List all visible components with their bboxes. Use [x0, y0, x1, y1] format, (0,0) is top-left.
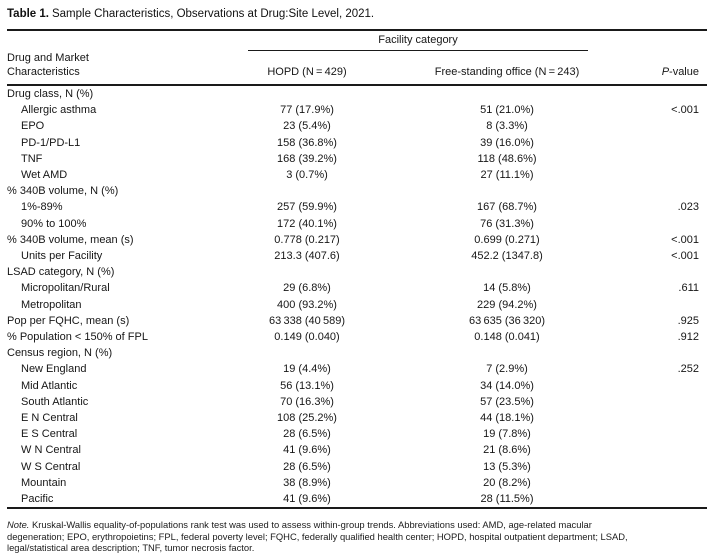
table-row: [7, 118, 707, 134]
note-text: Kruskal-Wallis equality-of-populations rank test was used to assess within-group trends. Abbreviations used: AMD, age-related macular degeneration; EPO, erythropoietins; FPL, federal poverty level; FQHC, federally qualified health center; HOPD, hospital outpatient department; LSAD, legal/statistical area description; TNF, tumor necrosis factor.: [7, 519, 628, 554]
office-value: 118 (48.6%): [477, 152, 537, 165]
p-value: .611: [678, 282, 699, 295]
hopd-value: 70 (16.3%): [280, 395, 334, 408]
row-label: W N Central: [21, 444, 81, 457]
hopd-value: 3 (0.7%): [286, 169, 328, 182]
p-value: [637, 183, 707, 199]
table-row: [7, 102, 707, 118]
pvalue-p-italic: P: [661, 66, 670, 78]
p-value: [637, 426, 707, 442]
hopd-value: 41 (9.6%): [283, 444, 331, 457]
hopd-value: 400 (93.2%): [277, 298, 337, 311]
table-header: [7, 30, 707, 85]
row-label: EPO: [21, 120, 45, 133]
row-label: E N Central: [21, 412, 78, 425]
row-label: Mountain: [21, 476, 67, 489]
column-header-hopd: HOPD (N = 429): [267, 66, 347, 78]
row-label: PD-1/PD-L1: [21, 136, 81, 149]
p-value: [637, 167, 707, 183]
table-row: [7, 345, 707, 361]
p-value: [637, 459, 707, 475]
hopd-value: 213.3 (407.6): [274, 250, 340, 263]
row-label: E S Central: [21, 428, 78, 441]
table-row: [7, 394, 707, 410]
row-label: Pacific: [21, 493, 54, 506]
column-header-pvalue: [637, 54, 707, 85]
office-value: 27 (11.1%): [480, 169, 534, 182]
office-value: [377, 264, 637, 280]
row-label: TNF: [21, 152, 43, 165]
row-label: Wet AMD: [21, 169, 68, 182]
row-label: Pop per FQHC, mean (s): [7, 314, 130, 327]
row-header-cell: [7, 30, 237, 85]
footnote: [7, 519, 707, 554]
table-caption: Sample Characteristics, Observations at Drug:Site Level, 2021.: [51, 8, 375, 20]
row-label: Drug class, N (%): [7, 88, 94, 100]
office-value: 51 (21.0%): [480, 104, 534, 117]
p-value: <.001: [671, 233, 699, 246]
office-value: 167 (68.7%): [477, 201, 537, 214]
table-row: [7, 199, 707, 215]
table-row: [7, 442, 707, 458]
hopd-value: 29 (6.8%): [283, 282, 331, 295]
table-row: [7, 167, 707, 183]
office-value: 19 (7.8%): [483, 428, 531, 441]
row-label: 1%-89%: [21, 201, 63, 214]
hopd-value: 28 (6.5%): [283, 428, 331, 441]
row-header-line2: Characteristics: [7, 65, 80, 78]
office-value: 14 (5.8%): [483, 282, 531, 295]
table-row: [7, 151, 707, 167]
office-value: 8 (3.3%): [486, 120, 528, 133]
table-number: Table 1.: [7, 8, 49, 20]
p-value: .912: [677, 331, 699, 344]
p-value: [637, 216, 707, 232]
office-value: 57 (23.5%): [480, 395, 534, 408]
row-label: Micropolitan/Rural: [21, 282, 110, 295]
sample-characteristics-table: [7, 29, 707, 509]
hopd-value: [237, 345, 377, 361]
p-value: .925: [677, 314, 699, 327]
p-value: [637, 264, 707, 280]
office-value: 13 (5.3%): [483, 460, 531, 473]
p-value: <.001: [671, 104, 699, 117]
office-value: 44 (18.1%): [480, 412, 534, 425]
row-label: % Population < 150% of FPL: [7, 331, 148, 344]
hopd-value: [237, 183, 377, 199]
office-value: 7 (2.9%): [486, 363, 528, 376]
column-header-office: Free-standing office (N = 243): [434, 66, 580, 78]
office-value: 76 (31.3%): [480, 217, 534, 230]
row-label: Census region, N (%): [7, 347, 113, 360]
office-value: 452.2 (1347.8): [471, 250, 543, 263]
table-row: [7, 135, 707, 151]
office-value: [377, 345, 637, 361]
p-value: [637, 442, 707, 458]
table-row: [7, 410, 707, 426]
p-value: [637, 297, 707, 313]
hopd-value: 19 (4.4%): [283, 363, 331, 376]
hopd-value: 63 338 (40 589): [269, 314, 345, 327]
p-value: [637, 151, 707, 167]
table-row: [7, 378, 707, 394]
row-label: Allergic asthma: [21, 104, 97, 117]
office-value: 0.699 (0.271): [474, 233, 540, 246]
table-row: [7, 491, 707, 508]
table-row: [7, 85, 707, 102]
table-row: [7, 361, 707, 377]
table-row: [7, 183, 707, 199]
row-label: New England: [21, 363, 87, 376]
p-value: [637, 85, 707, 102]
hopd-value: 0.149 (0.040): [274, 331, 340, 344]
hopd-value: 56 (13.1%): [280, 379, 334, 392]
row-label: South Atlantic: [21, 395, 89, 408]
table-row: [7, 297, 707, 313]
pvalue-rest: -value: [669, 66, 699, 78]
table-row: [7, 313, 707, 329]
hopd-value: [237, 85, 377, 102]
hopd-value: 168 (39.2%): [277, 152, 337, 165]
p-value: [637, 394, 707, 410]
hopd-value: 172 (40.1%): [277, 217, 337, 230]
p-value: .023: [677, 201, 699, 214]
p-value: [637, 118, 707, 134]
hopd-value: 41 (9.6%): [283, 493, 331, 506]
table-row: [7, 216, 707, 232]
row-label: Mid Atlantic: [21, 379, 78, 392]
office-value: [377, 85, 637, 102]
hopd-value: 158 (36.8%): [277, 136, 337, 149]
spacer-cell: [637, 30, 707, 54]
p-value: [637, 410, 707, 426]
office-value: 39 (16.0%): [480, 136, 534, 149]
p-value: [637, 491, 707, 508]
table-row: [7, 248, 707, 264]
p-value: [637, 475, 707, 491]
hopd-value: 38 (8.9%): [283, 476, 331, 489]
table-row: [7, 280, 707, 296]
facility-category-label: Facility category: [378, 34, 458, 46]
office-value: 0.148 (0.041): [474, 331, 540, 344]
row-label: % 340B volume, mean (s): [7, 233, 134, 246]
table-row: [7, 459, 707, 475]
office-value: 20 (8.2%): [483, 476, 531, 489]
hopd-value: 257 (59.9%): [277, 201, 337, 214]
table-row: [7, 426, 707, 442]
facility-spanner-rule: [248, 34, 588, 51]
note-label: Note.: [7, 519, 30, 531]
office-value: 21 (8.6%): [483, 444, 531, 457]
row-label: % 340B volume, N (%): [7, 185, 119, 198]
office-value: 63 635 (36 320): [469, 314, 545, 327]
row-label: Metropolitan: [21, 298, 82, 311]
table-title: [7, 7, 707, 21]
hopd-value: [237, 264, 377, 280]
facility-category-spanner: [237, 30, 637, 54]
p-value: [637, 135, 707, 151]
table-row: [7, 329, 707, 345]
office-value: 28 (11.5%): [480, 493, 534, 506]
table-row: [7, 264, 707, 280]
row-label: W S Central: [21, 460, 81, 473]
office-value: 229 (94.2%): [477, 298, 537, 311]
table-row: [7, 475, 707, 491]
hopd-value: 28 (6.5%): [283, 460, 331, 473]
table-row: [7, 232, 707, 248]
hopd-value: 77 (17.9%): [280, 104, 334, 117]
p-value: [637, 345, 707, 361]
hopd-value: 23 (5.4%): [283, 120, 331, 133]
hopd-value: 0.778 (0.217): [274, 233, 340, 246]
p-value: <.001: [671, 250, 699, 263]
p-value: [637, 378, 707, 394]
row-label: LSAD category, N (%): [7, 266, 115, 279]
office-value: [377, 183, 637, 199]
office-value: 34 (14.0%): [480, 379, 534, 392]
row-label: Units per Facility: [21, 250, 103, 263]
row-label: 90% to 100%: [21, 217, 87, 230]
p-value: .252: [677, 363, 699, 376]
table-body: [7, 85, 707, 508]
hopd-value: 108 (25.2%): [277, 412, 337, 425]
row-header-line1: Drug and Market: [7, 52, 89, 64]
